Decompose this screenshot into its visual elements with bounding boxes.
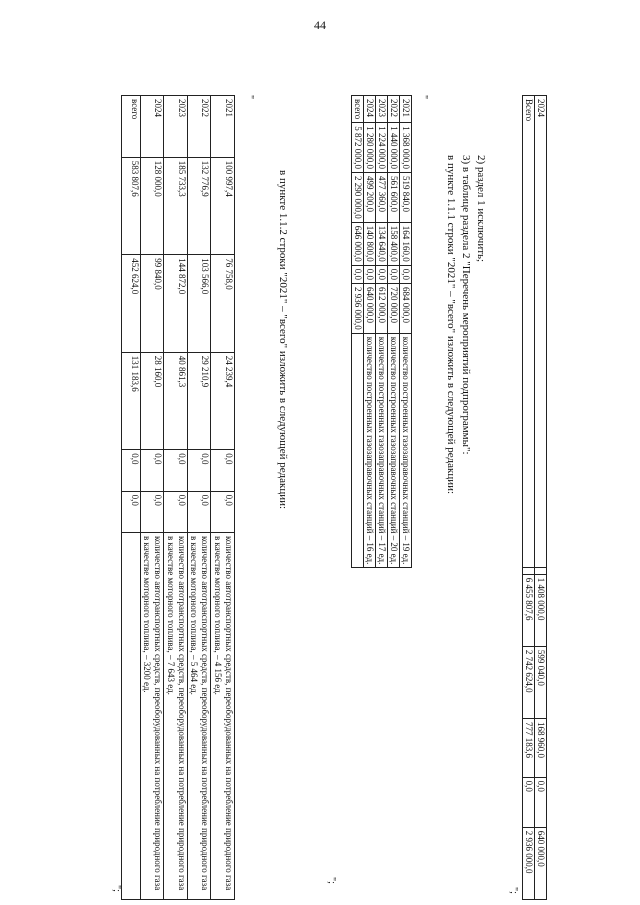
cell: 5 872 000,0 [352,123,364,173]
table-1-1-2 [121,95,235,900]
cell: 0,0 [400,265,412,283]
cell: 0,0 [141,491,165,532]
table-continuation [522,95,547,900]
cell-year: 2023 [376,96,388,123]
cell: 185 733,3 [164,157,188,254]
table-1-1-1 [351,95,412,568]
cell: 168 960,0 [535,719,547,778]
table-row [141,96,165,900]
cell: 612 000,0 [376,284,388,334]
paragraph: 3) в таблице раздела 2 "Перечень мероприятий подпрограммы": [460,155,472,455]
cell: 140 800,0 [364,222,376,265]
cell: 0,0 [388,265,400,283]
cell: 0,0 [188,491,212,532]
cell: 144 872,0 [164,255,188,352]
table-row [211,96,235,900]
cell: 583 807,6 [122,157,141,254]
cell-year: 2023 [164,96,188,158]
table-row [122,96,141,900]
cell-label: 2024 [535,96,547,568]
cell-indicator: количество построенных газозаправочных станций – 20 ед. [388,333,400,568]
cell-indicator [352,333,364,568]
cell: 0,0 [376,265,388,283]
cell [523,567,535,574]
table-row [523,96,535,900]
cell: 132 776,9 [188,157,212,254]
cell-indicator: количество автотранспортных средств, переоборудованных на потребление природного газа в качестве моторного топлива, – 5 464 ед. [188,533,212,900]
cell: 0,0 [141,450,165,491]
cell: 0,0 [164,450,188,491]
cell: 452 624,0 [122,255,141,352]
cell: 0,0 [122,491,141,532]
table-row [364,96,376,568]
opening-quote: " [244,95,255,100]
cell: 0,0 [211,491,235,532]
table-row [535,96,547,900]
cell-indicator: количество построенных газозаправочных станций – 19 ед. [400,333,412,568]
cell-year: всего [122,96,141,158]
cell: 29 210,9 [188,352,212,449]
cell: 0,0 [211,450,235,491]
cell: 28 160,0 [141,352,165,449]
cell: 103 566,0 [188,255,212,352]
table-row [352,96,364,568]
table-row [164,96,188,900]
table-row [188,96,212,900]
cell: 40 861,3 [164,352,188,449]
cell-year: 2021 [400,96,412,123]
page-number: 44 [314,18,326,32]
cell-indicator: количество автотранспортных средств, переоборудованных на потребление природного газа в качестве моторного топлива, – 3200 ед. [141,533,165,900]
cell: 134 640,0 [376,222,388,265]
cell: 477 360,0 [376,173,388,223]
cell: 640 000,0 [364,284,376,334]
table-row [400,96,412,568]
cell: 599 040,0 [535,646,547,718]
cell: 128 000,0 [141,157,165,254]
cell: 499 200,0 [364,173,376,223]
cell: 2 742 624,0 [523,646,535,718]
closing-quote: "; [326,877,337,884]
cell: 100 997,4 [211,157,235,254]
cell: 0,0 [352,265,364,283]
paragraph: в пункте 1.1.2 строки "2021" – "всего" изложить в следующей редакции: [277,170,289,510]
closing-quote: "; [111,885,122,892]
cell: 777 183,6 [523,719,535,778]
cell-indicator: количество построенных газозаправочных станций – 16 ед. [364,333,376,568]
cell: 99 840,0 [141,255,165,352]
cell: 561 600,0 [388,173,400,223]
cell: 1 440 000,0 [388,123,400,173]
paragraph: в пункте 1.1.1 строки "2021" – "всего" изложить в следующей редакции: [445,155,457,495]
cell: 2 290 000,0 [352,173,364,223]
cell: 640 000,0 [535,827,547,899]
cell: 76 758,0 [211,255,235,352]
cell: 2 936 000,0 [352,284,364,334]
closing-quote: "; [508,887,519,894]
cell-year: 2024 [141,96,165,158]
cell: 164 160,0 [400,222,412,265]
cell: 519 840,0 [400,173,412,223]
cell: 720 000,0 [388,284,400,334]
cell: 1 368 000,0 [400,123,412,173]
cell: 0,0 [535,777,547,827]
table-row [376,96,388,568]
cell: 0,0 [164,491,188,532]
cell: 1 280 000,0 [364,123,376,173]
rotated-content [102,95,547,900]
cell: 0,0 [188,450,212,491]
cell: 131 183,6 [122,352,141,449]
cell-indicator [122,533,141,900]
cell-year: 2024 [364,96,376,123]
cell-label: Всего [523,96,535,568]
cell-indicator: количество построенных газозаправочных станций – 17 ед. [376,333,388,568]
cell: 2 936 000,0 [523,827,535,899]
cell: 24 239,4 [211,352,235,449]
paragraph: 2) раздел 1 исключить; [475,155,487,263]
cell-year: всего [352,96,364,123]
cell: 0,0 [364,265,376,283]
cell: 6 455 807,6 [523,574,535,646]
cell: 684 000,0 [400,284,412,334]
cell: 1 224 000,0 [376,123,388,173]
cell-indicator: количество автотранспортных средств, переоборудованных на потребление природного газа в качестве моторного топлива, – 4 156 ед. [211,533,235,900]
cell [535,567,547,574]
table-row [388,96,400,568]
cell-indicator: количество автотранспортных средств, переоборудованных на потребление природного газа в качестве моторного топлива, – 7 643 ед. [164,533,188,900]
cell: 0,0 [122,450,141,491]
cell-year: 2022 [188,96,212,158]
cell: 1 408 000,0 [535,574,547,646]
cell-year: 2022 [388,96,400,123]
cell: 0,0 [523,777,535,827]
cell: 646 000,0 [352,222,364,265]
cell-year: 2021 [211,96,235,158]
cell: 158 400,0 [388,222,400,265]
opening-quote: " [418,95,429,100]
